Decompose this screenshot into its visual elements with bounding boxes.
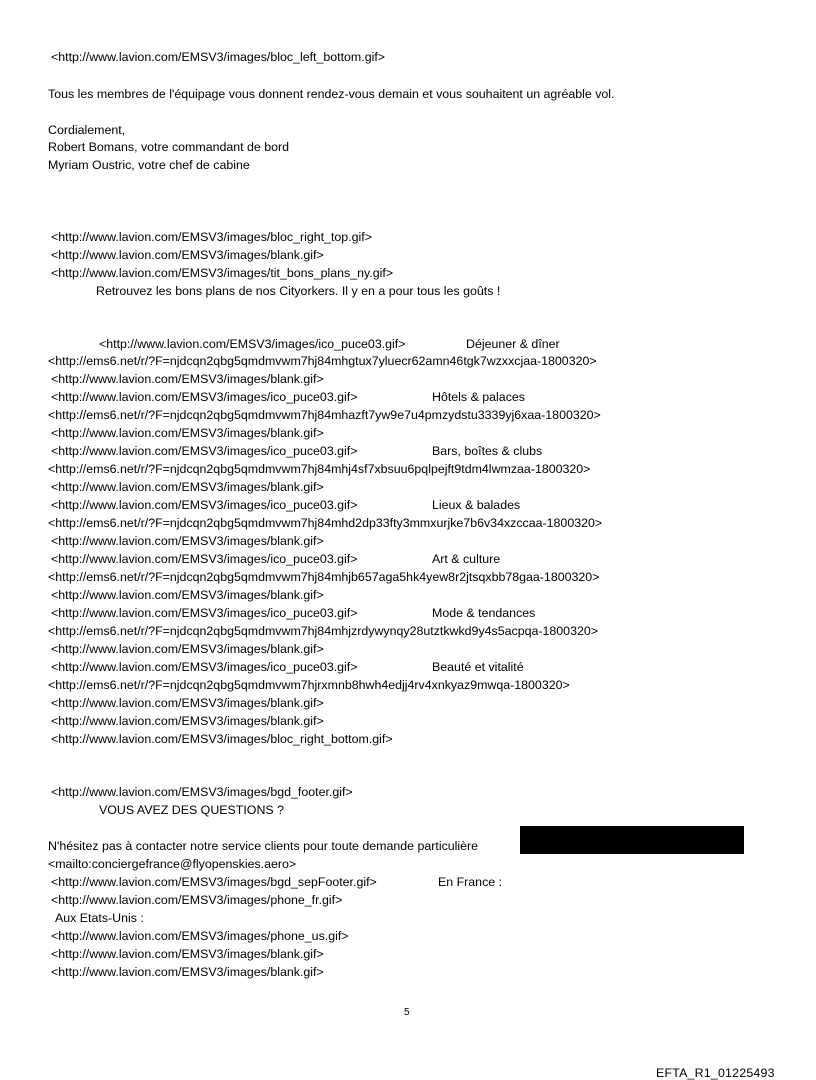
image-link-blank: <http://www.lavion.com/EMSV3/images/blank.gif>: [51, 372, 324, 386]
questions-heading: VOUS AVEZ DES QUESTIONS ?: [99, 803, 284, 817]
closing-salutation: Cordialement,: [48, 123, 126, 137]
tracking-link-mode-tendances: <http://ems6.net/r/?F=njdcqn2qbg5qmdmvwm7hj84mhjzrdywynqy28utztkwkd9y4s5acpqa-1800320>: [48, 624, 598, 638]
image-link-blank: <http://www.lavion.com/EMSV3/images/blank.gif>: [51, 248, 324, 262]
image-link-bullet-icon: <http://www.lavion.com/EMSV3/images/ico_puce03.gif>: [51, 552, 358, 566]
bons-plans-intro: Retrouvez les bons plans de nos Cityorkers. Il y en a pour tous les goûts !: [96, 284, 501, 298]
category-beaute-vitalite: Beauté et vitalité: [432, 660, 524, 674]
category-bars-clubs: Bars, boîtes & clubs: [432, 444, 543, 458]
captain-signature: Robert Bomans, votre commandant de bord: [48, 140, 290, 154]
image-link-phone-us: <http://www.lavion.com/EMSV3/images/phone_us.gif>: [51, 929, 349, 943]
tracking-link-lieux-balades: <http://ems6.net/r/?F=njdcqn2qbg5qmdmvwm7hj84mhd2dp33fty3mmxurjke7b6v34xzccaa-1800320>: [48, 516, 603, 530]
category-art-culture: Art & culture: [432, 552, 501, 566]
tracking-link-bars-clubs: <http://ems6.net/r/?F=njdcqn2qbg5qmdmvwm7hj84mhj4sf7xbsuu6pqlpejft9tdm4lwmzaa-1800320>: [48, 462, 591, 476]
image-link-bloc-left-bottom: <http://www.lavion.com/EMSV3/images/bloc_left_bottom.gif>: [51, 50, 386, 64]
image-link-blank: <http://www.lavion.com/EMSV3/images/blank.gif>: [51, 534, 324, 548]
image-link-blank: <http://www.lavion.com/EMSV3/images/blank.gif>: [51, 426, 324, 440]
image-link-bullet-icon: <http://www.lavion.com/EMSV3/images/ico_puce03.gif>: [99, 337, 406, 351]
tracking-link-art-culture: <http://ems6.net/r/?F=njdcqn2qbg5qmdmvwm7hj84mhjb657aga5hk4yew8r2jtsqxbb78gaa-1800320>: [48, 570, 600, 584]
redaction-block: [520, 826, 744, 854]
image-link-footer-separator: <http://www.lavion.com/EMSV3/images/bgd_sepFooter.gif>: [51, 875, 377, 889]
image-link-bullet-icon: <http://www.lavion.com/EMSV3/images/ico_puce03.gif>: [51, 660, 358, 674]
image-link-blank: <http://www.lavion.com/EMSV3/images/blank.gif>: [51, 965, 324, 979]
image-link-blank: <http://www.lavion.com/EMSV3/images/blank.gif>: [51, 480, 324, 494]
page-number: 5: [404, 1007, 410, 1018]
image-link-title-bons-plans: <http://www.lavion.com/EMSV3/images/tit_bons_plans_ny.gif>: [51, 266, 394, 280]
tracking-link-hotels-palaces: <http://ems6.net/r/?F=njdcqn2qbg5qmdmvwm7hj84mhazft7yw9e7u4pmzydstu3339yj6xaa-1800320>: [48, 408, 601, 422]
image-link-bloc-right-top: <http://www.lavion.com/EMSV3/images/bloc_right_top.gif>: [51, 230, 372, 244]
image-link-bullet-icon: <http://www.lavion.com/EMSV3/images/ico_puce03.gif>: [51, 606, 358, 620]
label-aux-etats-unis: Aux Etats-Unis :: [55, 911, 144, 925]
category-dejeuner-diner: Déjeuner & dîner: [466, 337, 560, 351]
image-link-footer-background: <http://www.lavion.com/EMSV3/images/bgd_footer.gif>: [51, 785, 353, 799]
category-mode-tendances: Mode & tendances: [432, 606, 536, 620]
image-link-bullet-icon: <http://www.lavion.com/EMSV3/images/ico_puce03.gif>: [51, 498, 358, 512]
crew-message: Tous les membres de l'équipage vous donnent rendez-vous demain et vous souhaitent un agréable vol.: [48, 87, 615, 101]
image-link-blank: <http://www.lavion.com/EMSV3/images/blank.gif>: [51, 714, 324, 728]
image-link-blank: <http://www.lavion.com/EMSV3/images/blank.gif>: [51, 588, 324, 602]
image-link-bullet-icon: <http://www.lavion.com/EMSV3/images/ico_puce03.gif>: [51, 444, 358, 458]
category-hotels-palaces: Hôtels & palaces: [432, 390, 525, 404]
tracking-link-dejeuner-diner: <http://ems6.net/r/?F=njdcqn2qbg5qmdmvwm7hj84mhgtux7yluecr62amn46tgk7wzxxcjaa-1800320>: [48, 354, 597, 368]
label-en-france: En France :: [438, 875, 503, 889]
image-link-bloc-right-bottom: <http://www.lavion.com/EMSV3/images/bloc_right_bottom.gif>: [51, 732, 393, 746]
image-link-blank: <http://www.lavion.com/EMSV3/images/blank.gif>: [51, 947, 324, 961]
contact-sentence: N'hésitez pas à contacter notre service clients pour toute demande particulière: [48, 839, 479, 853]
mailto-link: <mailto:conciergefrance@flyopenskies.aero>: [48, 857, 297, 871]
cabin-chief-signature: Myriam Oustric, votre chef de cabine: [48, 158, 250, 172]
image-link-blank: <http://www.lavion.com/EMSV3/images/blank.gif>: [51, 696, 324, 710]
image-link-phone-fr: <http://www.lavion.com/EMSV3/images/phone_fr.gif>: [51, 893, 343, 907]
tracking-link-beaute-vitalite: <http://ems6.net/r/?F=njdcqn2qbg5qmdmvwm7hjrxmnb8hwh4edjj4rv4xnkyaz9mwqa-1800320>: [48, 678, 570, 692]
document-id: EFTA_R1_01225493: [656, 1066, 775, 1080]
image-link-blank: <http://www.lavion.com/EMSV3/images/blank.gif>: [51, 642, 324, 656]
category-lieux-balades: Lieux & balades: [432, 498, 521, 512]
image-link-bullet-icon: <http://www.lavion.com/EMSV3/images/ico_puce03.gif>: [51, 390, 358, 404]
